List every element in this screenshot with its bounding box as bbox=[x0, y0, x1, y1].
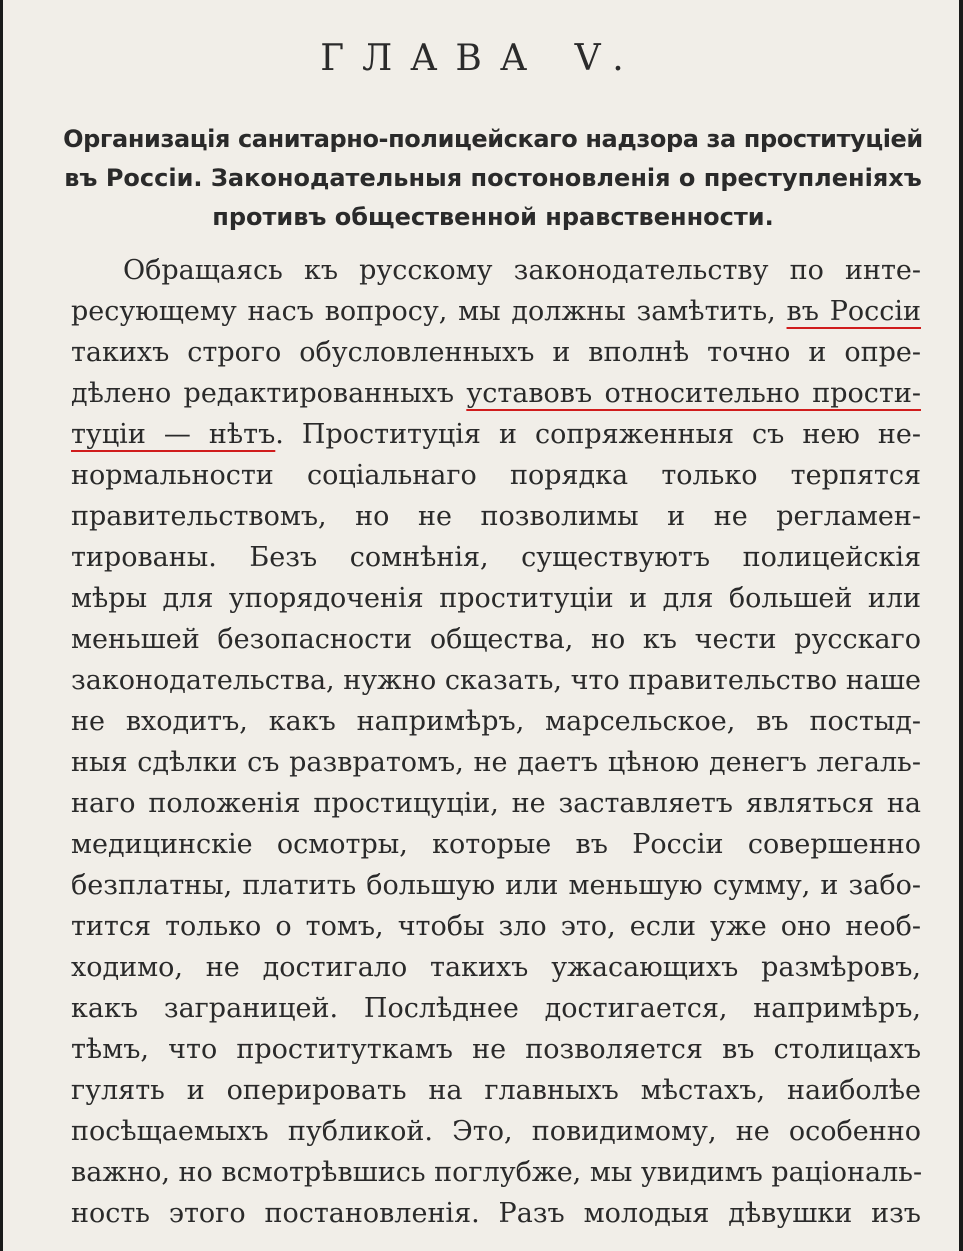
text-line: мѣры для упорядоченiя проституцiи и для большей или bbox=[71, 583, 921, 614]
text-line bbox=[71, 291, 921, 332]
text-line: такихъ строго обусловленныхъ и вполнѣ точно и опре- bbox=[71, 337, 921, 368]
text-fragment: . Проституцiя и сопряженныя съ нею не- bbox=[275, 419, 922, 450]
text-line: посѣщаемыхъ публикой. Это, повидимому, не особенно bbox=[71, 1116, 921, 1147]
text-line: ность этого постановленiя. Разъ молодыя дѣвушки изъ bbox=[71, 1198, 921, 1229]
text-line: нормальности соцiальнаго порядка только терпятся bbox=[71, 460, 921, 491]
text-fragment: дѣлено редактированныхъ bbox=[71, 378, 467, 409]
text-line: медицинскiе осмотры, которые въ Россiи совершенно bbox=[71, 829, 921, 860]
text-line: тированы. Безъ сомнѣнiя, существуютъ полицейскiя bbox=[71, 542, 921, 573]
text-line: законодательства, нужно сказать, что правительство наше bbox=[71, 665, 921, 696]
text-line: меньшей безопасности общества, но къ чести русскаго bbox=[71, 624, 921, 655]
underlined-phrase: уставовъ относительно прости- bbox=[466, 378, 921, 409]
text-line bbox=[71, 414, 921, 455]
section-heading-line: Организацiя санитарно-полицейскаго надзора за проституцiей bbox=[63, 125, 923, 153]
section-heading-line: противъ общественной нравственности. bbox=[212, 203, 774, 231]
text-line: тѣмъ, что проституткамъ не позволяется въ столицахъ bbox=[71, 1034, 921, 1065]
underlined-phrase: въ Россiи bbox=[786, 296, 921, 327]
chapter-title: ГЛАВА V. bbox=[320, 38, 642, 79]
section-heading bbox=[63, 120, 923, 237]
text-line bbox=[71, 373, 921, 414]
underlined-phrase: туцiи — нѣтъ bbox=[71, 419, 276, 450]
section-heading-line: въ Россiи. Законодательныя постоновленiя о преступленiяхъ bbox=[64, 164, 922, 192]
text-line: важно, но всмотрѣвшись поглубже, мы увидимъ рацiональ- bbox=[71, 1157, 923, 1188]
body-paragraph bbox=[71, 250, 921, 1234]
text-fragment: ресующему насъ вопросу, мы должны замѣтить, bbox=[71, 296, 787, 327]
text-line: наго положенiя простицуцiи, не заставляетъ являться на bbox=[71, 788, 921, 819]
text-line: Обращаясь къ русскому законодательству по инте- bbox=[123, 255, 921, 286]
text-line: не входитъ, какъ напримѣръ, марсельское, въ постыд- bbox=[71, 706, 921, 737]
text-line: тится только о томъ, чтобы зло это, если уже оно необ- bbox=[71, 911, 921, 942]
text-line: безплатны, платить большую или меньшую сумму, и забо- bbox=[71, 870, 921, 901]
text-line: гулять и оперировать на главныхъ мѣстахъ, наиболѣе bbox=[71, 1075, 921, 1106]
text-line: ныя сдѣлки съ развратомъ, не даетъ цѣною денегъ легаль- bbox=[71, 747, 921, 778]
text-line: правительствомъ, но не позволимы и не регламен- bbox=[71, 501, 921, 532]
text-line: ходимо, не достигало такихъ ужасающихъ размѣровъ, bbox=[71, 952, 921, 983]
text-line: какъ заграницей. Послѣднее достигается, напримѣръ, bbox=[71, 993, 921, 1024]
